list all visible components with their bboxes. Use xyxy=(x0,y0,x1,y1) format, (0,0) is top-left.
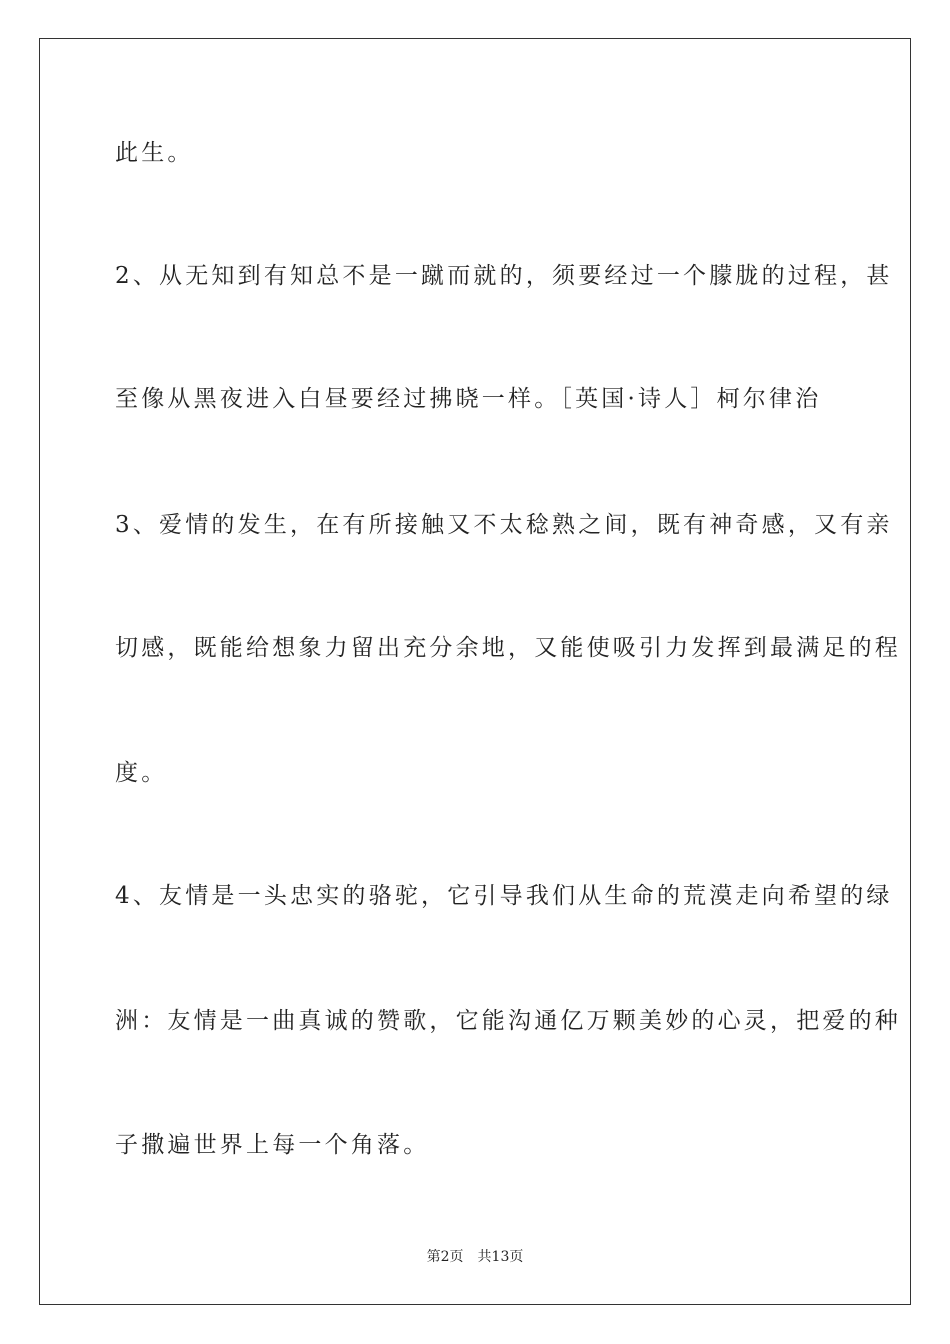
page-footer xyxy=(0,1246,950,1266)
text-line-7: 4、友情是一头忠实的骆驼，它引导我们从生命的荒漠走向希望的绿 xyxy=(115,883,893,909)
text-line-1: 此生。 xyxy=(115,140,194,166)
text-line-9: 子撒遍世界上每一个角落。 xyxy=(115,1132,430,1158)
text-line-6: 度。 xyxy=(115,760,168,786)
page-border xyxy=(39,38,911,1305)
text-line-3: 至像从黑夜进入白昼要经过拂晓一样。［英国·诗人］柯尔律治 xyxy=(115,386,822,412)
text-line-2: 2、从无知到有知总不是一蹴而就的，须要经过一个朦胧的过程，甚 xyxy=(115,263,893,289)
page-number: 第2页 xyxy=(426,1249,464,1265)
page-total: 共13页 xyxy=(477,1249,524,1265)
text-line-5: 切感，既能给想象力留出充分余地，又能使吸引力发挥到最满足的程 xyxy=(115,635,901,661)
text-line-8: 洲：友情是一曲真诚的赞歌，它能沟通亿万颗美妙的心灵，把爱的种 xyxy=(115,1008,901,1034)
text-line-4: 3、爱情的发生，在有所接触又不太稔熟之间，既有神奇感，又有亲 xyxy=(115,512,893,538)
